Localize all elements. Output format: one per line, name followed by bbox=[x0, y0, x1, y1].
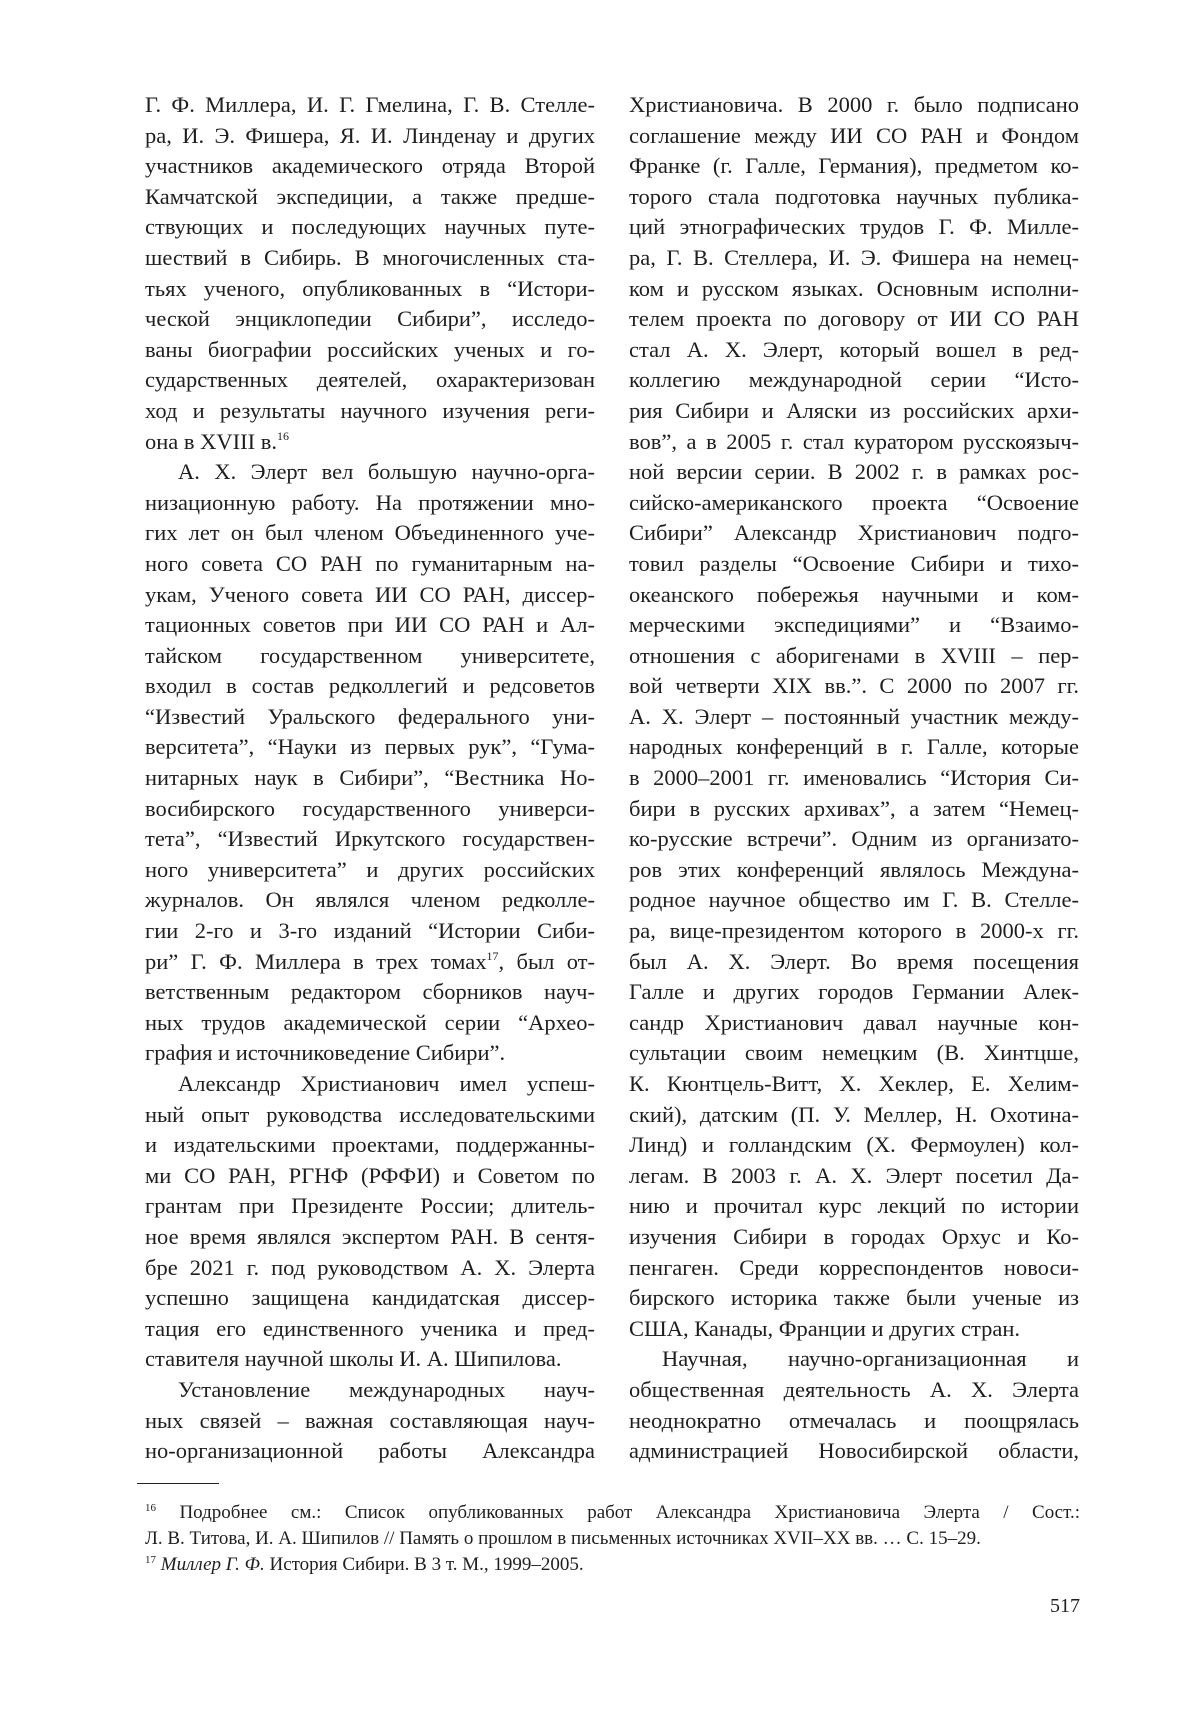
text-line bbox=[629, 1191, 1079, 1222]
line-text: ход и результаты научного изучения реги- bbox=[145, 398, 595, 423]
text-line bbox=[629, 1314, 1079, 1345]
text-line bbox=[145, 641, 595, 672]
text-line bbox=[145, 1406, 595, 1437]
footnote-separator bbox=[137, 1483, 219, 1484]
line-text: восибирского государственного универси- bbox=[145, 796, 595, 821]
text-line bbox=[629, 1253, 1079, 1284]
text-line bbox=[145, 1161, 595, 1192]
line-text: вов”, а в 2005 г. стал куратором русскоязыч- bbox=[629, 429, 1079, 454]
text-line bbox=[629, 335, 1079, 366]
line-text: ко-русские встречи”. Одним из организато- bbox=[629, 826, 1079, 851]
text-line bbox=[629, 1436, 1079, 1467]
text-line bbox=[145, 1314, 595, 1345]
footnote-author: Миллер Г. Ф. bbox=[161, 1554, 265, 1575]
line-text: ра, И. Э. Фишера, Я. И. Линденау и других bbox=[145, 123, 595, 148]
line-text: Сибири” Александр Христианович подго- bbox=[629, 520, 1079, 545]
text-line bbox=[145, 824, 595, 855]
text-line bbox=[629, 580, 1079, 611]
text-line bbox=[145, 916, 595, 947]
line-text: Галле и других городов Германии Алек- bbox=[629, 979, 1079, 1004]
line-text: “Известий Уральского федерального уни- bbox=[145, 704, 595, 729]
line-text: Установление международных науч- bbox=[178, 1377, 595, 1402]
line-text: журналов. Он являлся членом редколле- bbox=[145, 887, 595, 912]
text-line bbox=[629, 274, 1079, 305]
text-line bbox=[145, 732, 595, 763]
text-line bbox=[145, 1008, 595, 1039]
footnote-number: 17 bbox=[145, 1554, 156, 1566]
text-line bbox=[145, 1100, 595, 1131]
text-line bbox=[145, 121, 595, 152]
text-line bbox=[145, 90, 595, 121]
line-text: Христиановича. В 2000 г. было подписано bbox=[629, 92, 1079, 117]
line-text: ра, вице-президентом которого в 2000-х гг. bbox=[629, 918, 1079, 943]
text-line bbox=[629, 641, 1079, 672]
line-text: общественная деятельность А. Х. Элерта bbox=[629, 1377, 1079, 1402]
text-line bbox=[629, 763, 1079, 794]
line-text: А. Х. Элерт – постоянный участник между- bbox=[629, 704, 1079, 729]
line-text: она в XVIII в. bbox=[145, 429, 277, 454]
footnote-text: Подробнее см.: Список опубликованных работ Александра Христиановича Элерта / Сост.: bbox=[179, 1502, 1080, 1523]
text-line bbox=[145, 1283, 595, 1314]
text-line bbox=[145, 1344, 595, 1375]
line-text: ций этнографических трудов Г. Ф. Милле- bbox=[629, 214, 1079, 239]
text-line bbox=[145, 1191, 595, 1222]
line-text: А. Х. Элерт вел большую научно-орга- bbox=[178, 459, 595, 484]
text-line bbox=[629, 549, 1079, 580]
line-text: входил в состав редколлегий и редсоветов bbox=[145, 673, 595, 698]
line-text: бири в русских архивах”, а затем “Немец- bbox=[629, 796, 1079, 821]
footnotes bbox=[145, 1500, 1080, 1578]
line-text: сультации своим немецким (В. Хинтцше, bbox=[629, 1040, 1079, 1065]
text-line bbox=[629, 1069, 1079, 1100]
line-text: бирского историка также были ученые из bbox=[629, 1285, 1079, 1310]
text-line bbox=[629, 212, 1079, 243]
line-text: участников академического отряда Второй bbox=[145, 153, 595, 178]
line-text: тация его единственного ученика и пред- bbox=[145, 1316, 595, 1341]
text-line bbox=[145, 518, 595, 549]
line-text: низационную работу. На протяжении мно- bbox=[145, 490, 595, 515]
line-text: ного совета СО РАН по гуманитарным на- bbox=[145, 551, 595, 576]
text-line bbox=[629, 1222, 1079, 1253]
line-text: соглашение между ИИ СО РАН и Фондом bbox=[629, 123, 1079, 148]
footnote-number: 16 bbox=[145, 1502, 156, 1514]
text-line bbox=[629, 90, 1079, 121]
text-line bbox=[629, 794, 1079, 825]
line-text: ми СО РАН, РГНФ (РФФИ) и Советом по bbox=[145, 1163, 595, 1188]
text-line bbox=[145, 702, 595, 733]
text-line bbox=[145, 855, 595, 886]
line-text: укам, Ученого совета ИИ СО РАН, диссер- bbox=[145, 582, 595, 607]
text-line bbox=[629, 1344, 1079, 1375]
line-text: ком и русском языках. Основным исполни- bbox=[629, 276, 1079, 301]
left-column bbox=[145, 90, 595, 1467]
text-line bbox=[145, 794, 595, 825]
text-line bbox=[629, 1038, 1079, 1069]
line-text: ров этих конференций являлось Междуна- bbox=[629, 857, 1079, 882]
text-line bbox=[145, 488, 595, 519]
line-text: нию и прочитал курс лекций по истории bbox=[629, 1193, 1079, 1218]
text-line bbox=[629, 977, 1079, 1008]
line-text: стал А. Х. Элерт, который вошел в ред- bbox=[629, 337, 1079, 362]
text-line bbox=[145, 671, 595, 702]
line-text: отношения с аборигенами в XVIII – пер- bbox=[629, 643, 1079, 668]
footnote-ref: 17 bbox=[487, 949, 499, 963]
line-text: ный опыт руководства исследовательскими bbox=[145, 1102, 595, 1127]
line-text: шествий в Сибирь. В многочисленных ста- bbox=[145, 245, 595, 270]
text-line bbox=[145, 1069, 595, 1100]
text-line bbox=[629, 1008, 1079, 1039]
line-text: ческой энциклопедии Сибири”, исследо- bbox=[145, 306, 595, 331]
line-text: графия и источниковедение Сибири”. bbox=[145, 1040, 505, 1065]
text-line bbox=[145, 212, 595, 243]
line-text: тационных советов при ИИ СО РАН и Ал- bbox=[145, 612, 595, 637]
text-line bbox=[145, 885, 595, 916]
text-line bbox=[629, 916, 1079, 947]
text-line bbox=[145, 763, 595, 794]
text-line bbox=[629, 243, 1079, 274]
line-text: ной версии серии. В 2002 г. в рамках рос- bbox=[629, 459, 1079, 484]
line-text: неоднократно отмечалась и поощрялась bbox=[629, 1408, 1079, 1433]
line-text: ных связей – важная составляющая науч- bbox=[145, 1408, 595, 1433]
line-text: изучения Сибири в городах Орхус и Ко- bbox=[629, 1224, 1079, 1249]
text-line bbox=[145, 365, 595, 396]
text-line bbox=[145, 1375, 595, 1406]
line-text: родное научное общество им Г. В. Стелле- bbox=[629, 887, 1079, 912]
text-line bbox=[629, 518, 1079, 549]
line-text: сандр Христианович давал научные кон- bbox=[629, 1010, 1079, 1035]
line-text: ствующих и последующих научных путе- bbox=[145, 214, 595, 239]
text-line bbox=[145, 977, 595, 1008]
text-line bbox=[145, 549, 595, 580]
text-line bbox=[629, 855, 1079, 886]
text-line bbox=[145, 182, 595, 213]
text-line bbox=[145, 947, 595, 978]
text-line bbox=[629, 488, 1079, 519]
line-text: США, Канады, Франции и других стран. bbox=[629, 1316, 1020, 1341]
footnote-text: Л. В. Титова, И. А. Шипилов // Память о прошлом в письменных источниках XVII–XX вв. … С. 15–29. bbox=[145, 1528, 981, 1549]
line-text: ветственным редактором сборников науч- bbox=[145, 979, 595, 1004]
line-text: ного университета” и других российских bbox=[145, 857, 595, 882]
text-line bbox=[629, 732, 1079, 763]
text-line bbox=[629, 1100, 1079, 1131]
text-line bbox=[145, 1130, 595, 1161]
text-line bbox=[145, 610, 595, 641]
line-text: народных конференций в г. Галле, которые bbox=[629, 734, 1079, 759]
line-text: вой четверти XIX вв.”. С 2000 по 2007 гг. bbox=[629, 673, 1079, 698]
line-text: Г. Ф. Миллера, И. Г. Гмелина, Г. В. Стелле- bbox=[145, 92, 595, 117]
footnote-line bbox=[145, 1500, 1080, 1526]
text-line bbox=[145, 304, 595, 335]
text-line bbox=[145, 457, 595, 488]
line-text: ставителя научной школы И. А. Шипилова. bbox=[145, 1346, 561, 1371]
footnote-line bbox=[145, 1526, 1080, 1552]
line-text: ри” Г. Ф. Миллера в трех томах bbox=[145, 949, 487, 974]
line-text: сийско-американского проекта “Освоение bbox=[629, 490, 1079, 515]
text-line bbox=[629, 427, 1079, 458]
line-text: тайском государственном университете, bbox=[145, 643, 595, 668]
text-line bbox=[629, 304, 1079, 335]
line-text: администрацией Новосибирской области, bbox=[629, 1438, 1079, 1463]
text-line bbox=[629, 457, 1079, 488]
line-text: ных трудов академической серии “Архео- bbox=[145, 1010, 595, 1035]
text-line bbox=[629, 1283, 1079, 1314]
line-text: Линд) и голландским (Х. Фермоулен) кол- bbox=[629, 1132, 1079, 1157]
line-text: но-организационной работы Александра bbox=[145, 1438, 595, 1463]
line-text: рия Сибири и Аляски из российских архи- bbox=[629, 398, 1079, 423]
text-line bbox=[145, 580, 595, 611]
line-text: телем проекта по договору от ИИ СО РАН bbox=[629, 306, 1079, 331]
text-line bbox=[629, 396, 1079, 427]
page-number: 517 bbox=[1050, 1593, 1080, 1619]
text-line bbox=[145, 1038, 595, 1069]
text-line bbox=[629, 885, 1079, 916]
line-text: ваны биографии российских ученых и го- bbox=[145, 337, 595, 362]
line-text: и издательскими проектами, поддержанны- bbox=[145, 1132, 595, 1157]
right-column bbox=[629, 90, 1079, 1467]
text-line bbox=[629, 121, 1079, 152]
line-text: Научная, научно-организационная и bbox=[662, 1346, 1079, 1371]
line-text: Александр Христианович имел успеш- bbox=[178, 1071, 595, 1096]
line-text-tail: , был от- bbox=[499, 949, 596, 974]
line-text: верситета”, “Науки из первых рук”, “Гума- bbox=[145, 734, 595, 759]
line-text: легам. В 2003 г. А. Х. Элерт посетил Да- bbox=[629, 1163, 1079, 1188]
text-line bbox=[145, 1253, 595, 1284]
line-text: ский), датским (П. У. Меллер, Н. Охотина- bbox=[629, 1102, 1079, 1127]
line-text: гии 2-го и 3-го изданий “Истории Сиби- bbox=[145, 918, 595, 943]
line-text: в 2000–2001 гг. именовались “История Си- bbox=[629, 765, 1079, 790]
line-text: тьях ученого, опубликованных в “Истори- bbox=[145, 276, 595, 301]
footnote-text: История Сибири. В 3 т. М., 1999–2005. bbox=[265, 1554, 584, 1575]
line-text: тета”, “Известий Иркутского государствен- bbox=[145, 826, 595, 851]
line-text: грантам при Президенте России; длитель- bbox=[145, 1193, 595, 1218]
line-text: коллегию международной серии “Исто- bbox=[629, 367, 1079, 392]
text-line bbox=[629, 610, 1079, 641]
line-text: гих лет он был членом Объединенного уче- bbox=[145, 520, 595, 545]
text-line bbox=[629, 182, 1079, 213]
text-line bbox=[629, 365, 1079, 396]
text-line bbox=[629, 1406, 1079, 1437]
line-text: мерческими экспедициями” и “Взаимо- bbox=[629, 612, 1079, 637]
line-text: сударственных деятелей, охарактеризован bbox=[145, 367, 595, 392]
text-line bbox=[629, 947, 1079, 978]
line-text: Франке (г. Галле, Германия), предметом ко- bbox=[629, 153, 1079, 178]
text-line bbox=[145, 1222, 595, 1253]
line-text: нитарных наук в Сибири”, “Вестника Но- bbox=[145, 765, 595, 790]
text-line bbox=[145, 274, 595, 305]
text-line bbox=[629, 702, 1079, 733]
text-line bbox=[629, 1130, 1079, 1161]
line-text: ное время являлся экспертом РАН. В сентя- bbox=[145, 1224, 595, 1249]
line-text: ра, Г. В. Стеллера, И. Э. Фишера на немец- bbox=[629, 245, 1079, 270]
text-line bbox=[629, 151, 1079, 182]
line-text: Камчатской экспедиции, а также предше- bbox=[145, 184, 595, 209]
line-text: бре 2021 г. под руководством А. Х. Элерта bbox=[145, 1255, 595, 1280]
text-line bbox=[145, 151, 595, 182]
footnote-ref: 16 bbox=[277, 429, 289, 443]
footnote-line bbox=[145, 1552, 1080, 1578]
line-text: К. Кюнтцель-Витт, Х. Хеклер, Е. Хелим- bbox=[629, 1071, 1079, 1096]
line-text: был А. Х. Элерт. Во время посещения bbox=[629, 949, 1079, 974]
text-line bbox=[145, 243, 595, 274]
line-text: торого стала подготовка научных публика- bbox=[629, 184, 1079, 209]
text-line bbox=[145, 1436, 595, 1467]
text-line bbox=[629, 824, 1079, 855]
text-line bbox=[145, 335, 595, 366]
text-line bbox=[145, 427, 595, 458]
line-text: успешно защищена кандидатская диссер- bbox=[145, 1285, 595, 1310]
text-line bbox=[629, 1375, 1079, 1406]
text-line bbox=[629, 1161, 1079, 1192]
text-line bbox=[629, 671, 1079, 702]
text-line bbox=[145, 396, 595, 427]
line-text: океанского побережья научными и ком- bbox=[629, 582, 1079, 607]
line-text: пенгаген. Среди корреспондентов новоси- bbox=[629, 1255, 1079, 1280]
line-text: товил разделы “Освоение Сибири и тихо- bbox=[629, 551, 1079, 576]
